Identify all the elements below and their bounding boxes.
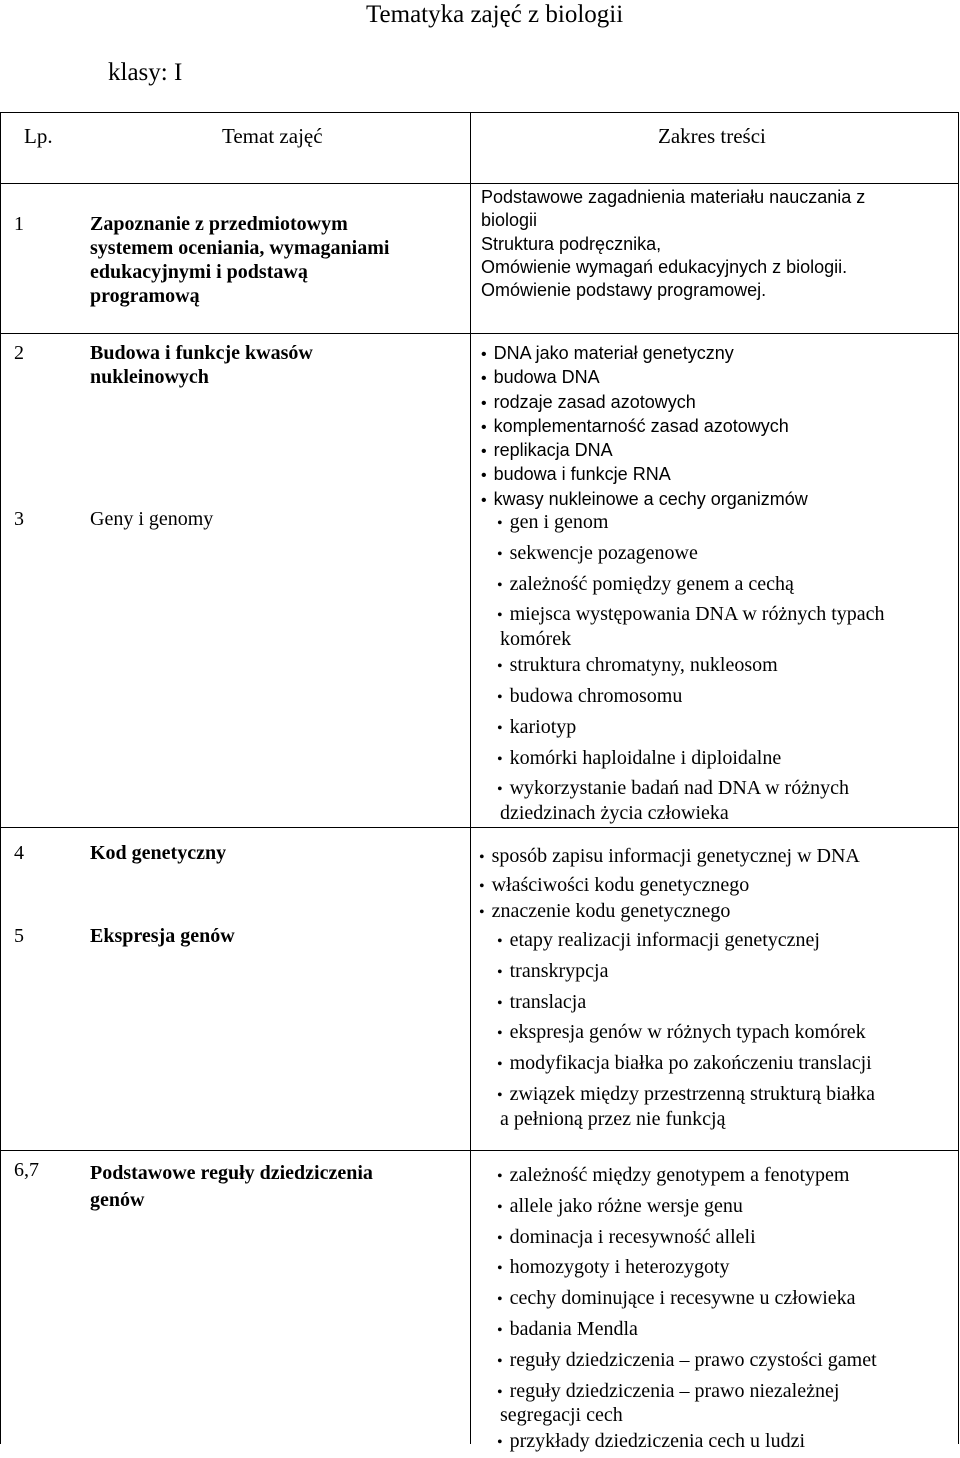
row-3-topic — [90, 507, 213, 531]
content-bullet: • kariotyp — [497, 713, 885, 744]
row-1-content — [481, 186, 865, 302]
row-5-content — [497, 926, 875, 1131]
row-4-number: 4 — [14, 842, 24, 864]
table-top-border — [0, 112, 958, 113]
row-2-content — [481, 342, 808, 512]
content-bullet: • gen i genom — [497, 508, 885, 539]
content-bullet: • kwasy nukleinowe a cechy organizmów — [481, 488, 808, 512]
topic-line: Kod genetyczny — [90, 842, 227, 864]
row-2-number: 2 — [14, 342, 24, 364]
content-bullet: • rodzaje zasad azotowych — [481, 391, 808, 415]
row-6-7-content — [497, 1161, 877, 1458]
content-bullet: • budowa i funkcje RNA — [481, 463, 808, 487]
topic-line: Podstawowe reguły dziedziczenia — [90, 1162, 373, 1184]
content-bullet: • etapy realizacji informacji genetycznej — [497, 926, 875, 957]
content-bullet: • homozygoty i heterozygoty — [497, 1253, 877, 1284]
content-line: Omówienie podstawy programowej. — [481, 280, 767, 301]
row-5-bottom-border — [0, 1150, 958, 1151]
topic-line: genów — [90, 1189, 145, 1211]
class-label: klasy: I — [108, 59, 183, 86]
header-topic: Temat zajęć — [222, 124, 323, 148]
content-line: Struktura podręcznika, — [481, 233, 662, 254]
content-bullet: • zależność między genotypem a fenotypem — [497, 1161, 877, 1192]
topic-line: Zapoznanie z przedmiotowym — [90, 213, 348, 235]
content-bullet: • modyfikacja białka po zakończeniu translacji — [497, 1049, 875, 1080]
content-bullet: • replikacja DNA — [481, 439, 808, 463]
content-bullet: • reguły dziedziczenia – prawo niezależnej — [497, 1377, 877, 1408]
row-3-content — [497, 508, 885, 825]
content-bullet: • DNA jako materiał genetyczny — [481, 342, 808, 366]
content-bullet: • zależność pomiędzy genem a cechą — [497, 570, 885, 601]
header-scope: Zakres treści — [658, 124, 766, 148]
row-6-7-topic — [90, 1161, 373, 1212]
row-3-bottom-border — [0, 827, 958, 828]
content-bullet: • właściwości kodu genetycznego — [479, 872, 860, 901]
content-bullet: • komórki haploidalne i diploidalne — [497, 744, 885, 775]
table-left-border — [0, 112, 1, 1444]
row-5-number: 5 — [14, 925, 24, 947]
content-bullet: • sposób zapisu informacji genetycznej w DNA — [479, 843, 860, 872]
content-bullet: • reguły dziedziczenia – prawo czystości gamet — [497, 1346, 877, 1377]
content-continuation: dziedzinach życia człowieka — [500, 802, 729, 825]
content-bullet: • badania Mendla — [497, 1315, 877, 1346]
row-4-topic — [90, 841, 226, 865]
content-bullet: • budowa chromosomu — [497, 682, 885, 713]
row-6-7-number: 6,7 — [14, 1159, 39, 1181]
topic-line: systemem oceniania, wymaganiami — [90, 237, 390, 259]
content-bullet: • wykorzystanie badań nad DNA w różnych — [497, 774, 885, 805]
content-continuation: segregacji cech — [500, 1404, 623, 1427]
content-bullet: • przykłady dziedziczenia cech u ludzi — [497, 1427, 877, 1458]
content-bullet: • struktura chromatyny, nukleosom — [497, 651, 885, 682]
content-line: biologii — [481, 210, 538, 231]
row-2-topic — [90, 341, 313, 389]
content-continuation: a pełnioną przez nie funkcją — [500, 1107, 726, 1130]
column-divider — [470, 112, 471, 1444]
content-bullet: • związek między przestrzenną strukturą białka — [497, 1080, 875, 1111]
content-bullet: • budowa DNA — [481, 366, 808, 390]
content-bullet: • sekwencje pozagenowe — [497, 539, 885, 570]
content-bullet: • cechy dominujące i recesywne u człowieka — [497, 1284, 877, 1315]
topic-line: Ekspresja genów — [90, 925, 235, 947]
topic-line: Budowa i funkcje kwasów — [90, 342, 313, 364]
content-bullet: • ekspresja genów w różnych typach komórek — [497, 1018, 875, 1049]
content-bullet: • dominacja i recesywność alleli — [497, 1223, 877, 1254]
row-4-content — [479, 843, 860, 924]
table-right-border — [958, 112, 959, 1444]
content-bullet: • komplementarność zasad azotowych — [481, 415, 808, 439]
content-bullet: • allele jako różne wersje genu — [497, 1192, 877, 1223]
topic-line: Geny i genomy — [90, 508, 214, 530]
content-bullet: • znaczenie kodu genetycznego — [479, 900, 860, 924]
content-line: Omówienie wymagań edukacyjnych z biologii. — [481, 256, 848, 277]
row-3-number: 3 — [14, 508, 24, 530]
row-1-bottom-border — [0, 333, 958, 334]
row-1-number: 1 — [14, 213, 24, 235]
row-5-topic — [90, 924, 235, 948]
header-bottom-border — [0, 183, 958, 184]
content-continuation: komórek — [500, 628, 572, 651]
topic-line: edukacyjnymi i podstawą — [90, 261, 308, 283]
content-bullet: • transkrypcja — [497, 957, 875, 988]
topic-line: nukleinowych — [90, 366, 209, 388]
row-1-topic — [90, 212, 389, 308]
document-title: Tematyka zajęć z biologii — [366, 1, 624, 28]
content-bullet: • miejsca występowania DNA w różnych typach — [497, 600, 885, 631]
header-lp: Lp. — [24, 124, 53, 148]
topic-line: programową — [90, 285, 200, 307]
content-line: Podstawowe zagadnienia materiału nauczania z — [481, 187, 866, 207]
content-bullet: • translacja — [497, 988, 875, 1019]
